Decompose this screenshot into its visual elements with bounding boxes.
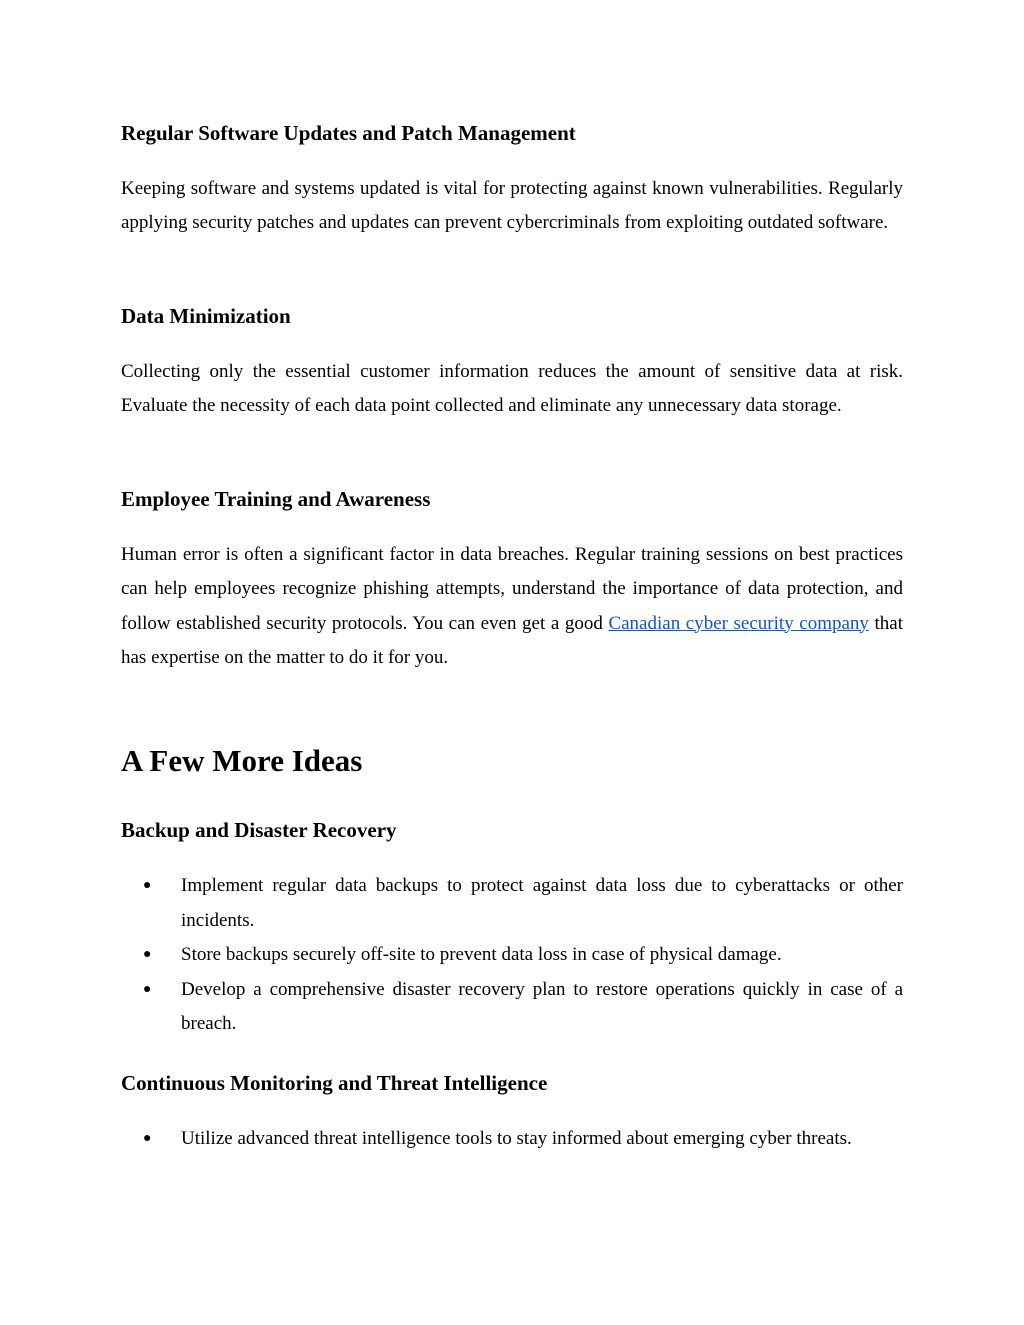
heading-software-updates: Regular Software Updates and Patch Management [121, 121, 576, 145]
heading-data-minimization: Data Minimization [121, 304, 291, 328]
list-item: ● Develop a comprehensive disaster recovery plan to restore operations quickly in case of a breach. [121, 973, 903, 1042]
bullet-icon: ● [143, 1131, 152, 1146]
list-item: ● Utilize advanced threat intelligence tools to stay informed about emerging cyber threats. [121, 1122, 903, 1157]
heading-backup-recovery: Backup and Disaster Recovery [121, 818, 397, 842]
bullet-icon: ● [143, 947, 152, 963]
bullet-icon: ● [143, 981, 152, 997]
paragraph-text-before-link: Human error is often a significant factor in data breaches. Regular training sessions on best practices can help employees recognize phishing attempts, understand the importance of data protection, and follow established security protocols. You can even get a good [121, 544, 903, 634]
heading-continuous-monitoring: Continuous Monitoring and Threat Intelligence [121, 1071, 548, 1095]
paragraph-employee-training [121, 538, 903, 675]
list-item: ● Implement regular data backups to protect against data loss due to cyberattacks or other incidents. [121, 869, 903, 938]
paragraph-software-updates: Keeping software and systems updated is vital for protecting against known vulnerabilities. Regularly applying security patches and updates can prevent cybercriminals from exploiting outdated software. [121, 178, 903, 234]
paragraph-text-after-link: that has expertise on the matter to do it for you. [121, 612, 903, 668]
bullet-icon: ● [143, 878, 152, 893]
heading-employee-training: Employee Training and Awareness [121, 487, 431, 511]
paragraph-data-minimization: Collecting only the essential customer information reduces the amount of sensitive data at risk. Evaluate the necessity of each data point collected and eliminate any unnecessary data storage. [121, 361, 903, 417]
list-item: ● Store backups securely off-site to prevent data loss in case of physical damage. [121, 938, 903, 973]
backup-recovery-list [121, 869, 903, 1042]
heading-a-few-more-ideas: A Few More Ideas [121, 743, 363, 778]
continuous-monitoring-list [121, 1122, 903, 1157]
canadian-cyber-security-link[interactable]: Canadian cyber security company [608, 612, 869, 634]
